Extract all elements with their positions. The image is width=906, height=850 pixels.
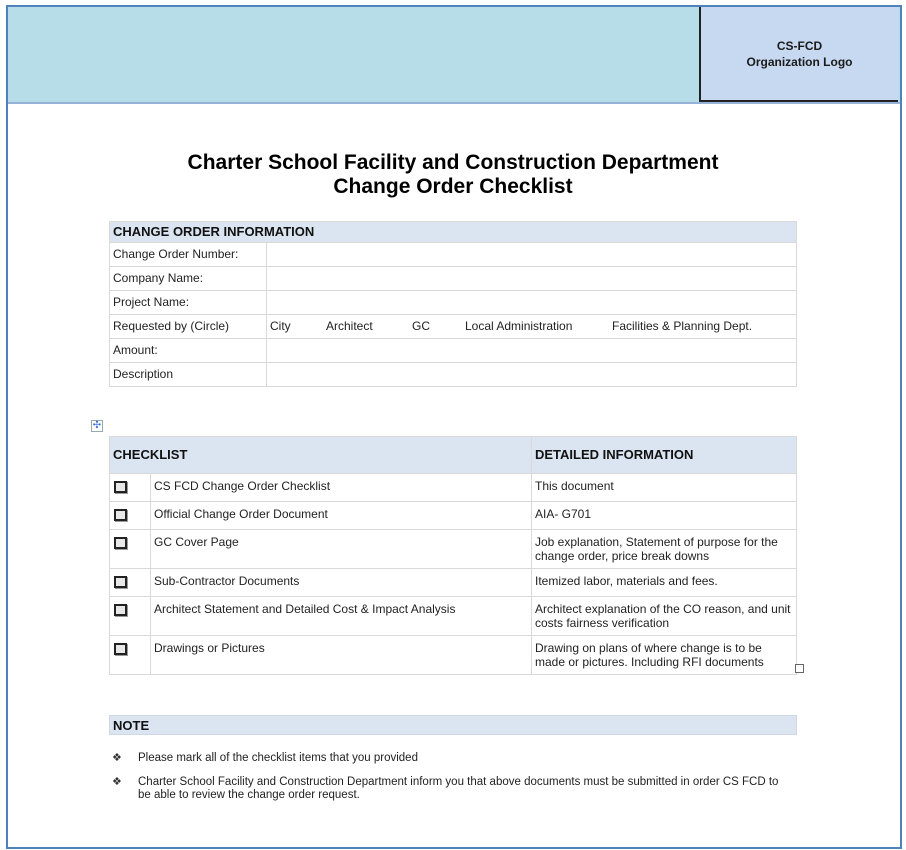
table-row [110,243,797,267]
checkbox-icon[interactable] [114,481,127,493]
table-row [110,291,797,315]
checklist-item-label: GC Cover Page [151,530,532,569]
field-label: Amount: [110,339,267,363]
company-name-field[interactable] [267,267,797,291]
table-row [110,502,797,530]
change-order-info-table [109,221,797,387]
table-row [110,315,797,339]
change-order-info-heading: CHANGE ORDER INFORMATION [110,222,797,243]
checklist-item-detail: Architect explanation of the CO reason, and unit costs fairness verification [532,597,797,636]
table-row [110,569,797,597]
checklist-item-detail: AIA- G701 [532,502,797,530]
field-label: Company Name: [110,267,267,291]
checklist-item-label: Drawings or Pictures [151,636,532,675]
checklist-item-detail: Job explanation, Statement of purpose for the change order, price break downs [532,530,797,569]
resize-handle-icon[interactable] [795,664,804,673]
table-row [110,267,797,291]
checkbox-icon[interactable] [114,643,127,655]
move-arrows-icon[interactable]: ✣ [92,420,102,431]
document-subtitle: Change Order Checklist [333,175,573,198]
field-label: Requested by (Circle) [110,315,267,339]
table-row [110,597,797,636]
requested-by-options [267,315,797,339]
field-label: Change Order Number: [110,243,267,267]
bullet-diamond-icon: ❖ [112,752,122,764]
description-field[interactable] [267,363,797,387]
checklist-item-detail: This document [532,474,797,502]
table-row [110,474,797,502]
checklist-table [109,436,797,675]
field-label: Project Name: [110,291,267,315]
table-row [110,339,797,363]
requested-by-option-gc[interactable]: GC [412,319,430,333]
logo-line-1: CS-FCD [776,38,823,53]
requested-by-option-facilities-planning[interactable]: Facilities & Planning Dept. [612,319,753,333]
requested-by-option-city[interactable]: City [270,319,291,333]
table-row [110,530,797,569]
note-list [112,752,792,813]
checklist-item-detail: Itemized labor, materials and fees. [532,569,797,597]
checkbox-icon[interactable] [114,576,127,588]
change-order-number-field[interactable] [267,243,797,267]
detailed-information-heading: DETAILED INFORMATION [532,437,797,474]
logo-line-2: Organization Logo [746,54,853,69]
note-heading: NOTE [109,715,797,735]
checkbox-icon[interactable] [114,537,127,549]
table-row [110,636,797,675]
checklist-item-label: Official Change Order Document [151,502,532,530]
requested-by-option-architect[interactable]: Architect [326,319,373,333]
organization-logo-placeholder [699,7,898,102]
table-row [110,363,797,387]
checklist-item-detail: Drawing on plans of where change is to be made or pictures. Including RFI documents [532,636,797,675]
checklist-item-label: Sub-Contractor Documents [151,569,532,597]
note-text: Please mark all of the checklist items that you provided [138,752,418,764]
checkbox-icon[interactable] [114,604,127,616]
list-item [112,752,792,765]
checkbox-icon[interactable] [114,509,127,521]
project-name-field[interactable] [267,291,797,315]
note-text: Charter School Facility and Construction Department inform you that above documents must be submitted in order CS FCD to be able to review the change order request. [138,776,779,801]
checklist-heading: CHECKLIST [110,437,532,474]
checklist-item-label: Architect Statement and Detailed Cost & Impact Analysis [151,597,532,636]
checklist-item-label: CS FCD Change Order Checklist [151,474,532,502]
amount-field[interactable] [267,339,797,363]
bullet-diamond-icon: ❖ [112,776,122,788]
document-title: Charter School Facility and Construction Department [187,151,719,174]
field-label: Description [110,363,267,387]
list-item [112,776,792,802]
requested-by-option-local-administration[interactable]: Local Administration [465,319,573,333]
